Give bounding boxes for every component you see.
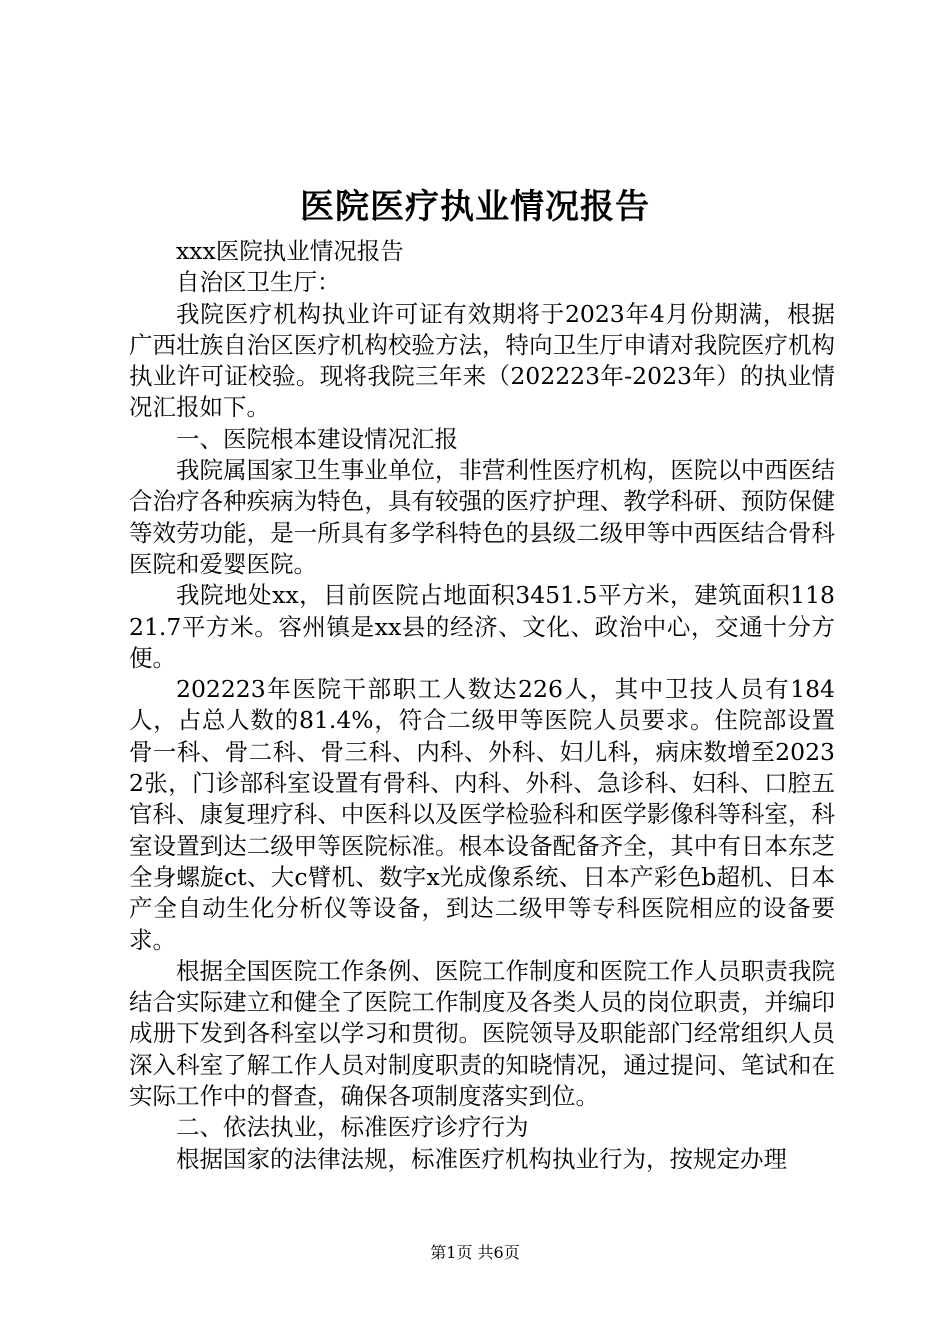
section-heading: 一、医院根本建设情况汇报 (176, 424, 458, 453)
body-paragraph: 我院地处xx，目前医院占地面积3451.5平方米，建筑面积11821.7平方米。容州镇是xx县的经济、文化、政治中心，交通十分方便。 (129, 581, 835, 672)
body-paragraph: 我院属国家卫生事业单位，非营利性医疗机构，医院以中西医结合治疗各种疾病为特色，具有较强的医疗护理、教学科研、预防保健等效劳功能，是一所具有多学科特色的县级二级甲等中西医结合骨科医院和爱婴医院。 (129, 456, 835, 578)
section-heading: 二、依法执业，标准医疗诊疗行为 (176, 1113, 529, 1142)
body-paragraph: 我院医疗机构执业许可证有效期将于2023年4月份期满，根据广西壮族自治区医疗机构校验方法，特向卫生厅申请对我院医疗机构执业许可证校验。现将我院三年来（202223年-2023年）的执业情况汇报如下。 (129, 299, 835, 422)
document-title: 医院医疗执业情况报告 (300, 187, 650, 227)
page-footer: 第1页 共6页 (430, 1243, 520, 1262)
addressee: 自治区卫生厅： (176, 268, 341, 297)
document-body (129, 236, 835, 1175)
body-paragraph: 202223年医院干部职工人数达226人，其中卫技人员有184人，占总人数的81.4%，符合二级甲等医院人员要求。住院部设置骨一科、骨二科、骨三科、内科、外科、妇儿科，病床数增至20232张，门诊部科室设置有骨科、内科、外科、急诊科、妇科、口腔五官科、康复理疗科、中医科以及医学检验科和医学影像科等科室，科室设置到达二级甲等医院标准。根本设备配备齐全，其中有日本东芝全身螺旋ct、大c臂机、数字x光成像系统、日本产彩色b超机、日本产全自动生化分析仪等设备，到达二级甲等专科医院相应的设备要求。 (129, 675, 835, 954)
body-paragraph: 根据国家的法律法规，标准医疗机构执业行为，按规定办理 (176, 1144, 787, 1173)
body-paragraph: 根据全国医院工作条例、医院工作制度和医院工作人员职责我院结合实际建立和健全了医院工作制度及各类人员的岗位职责，并编印成册下发到各科室以学习和贯彻。医院领导及职能部门经常组织人员深入科室了解工作人员对制度职责的知晓情况，通过提问、笔试和在实际工作中的督查，确保各项制度落实到位。 (129, 956, 835, 1111)
report-subtitle: xxx医院执业情况报告 (176, 237, 404, 265)
